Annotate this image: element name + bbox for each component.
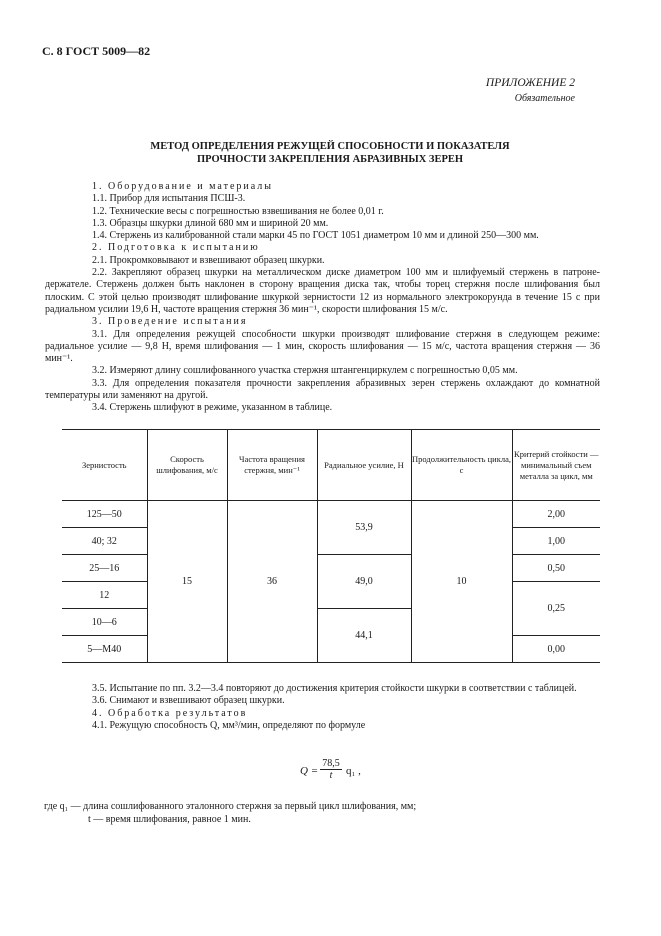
- paragraph: 1.1. Прибор для испытания ПСШ-3.: [92, 193, 246, 205]
- col-header-force: Радиальное усилие, Н: [317, 430, 411, 501]
- paragraph: 1. Оборудование и материалы: [92, 181, 273, 192]
- col-header-rotation: Частота вращения стержня, мин⁻¹: [227, 430, 317, 501]
- col-header-speed: Скорость шлифования, м/с: [147, 430, 227, 501]
- col-header-duration: Продолжительность цикла, с: [411, 430, 512, 501]
- appendix-label: [486, 76, 575, 106]
- formula-fraction: [320, 758, 342, 781]
- paragraph: 4. Обработка результатов: [92, 707, 248, 719]
- grit-cell: 25—16: [62, 555, 147, 582]
- grit-cell: 12: [62, 582, 147, 609]
- document-title: [60, 140, 600, 166]
- legend-line-1: где q₁ — длина сошлифованного эталонного стержня за первый цикл шлифования, мм;: [44, 801, 417, 812]
- paragraph: 2.2. Закрепляют образец шкурки на металлическом диске диаметром 100 мм и шлифуемый стержень в патроне-держателе. Стержень должен быть наклонен в сторону вращения диска так, чтобы торец стержня после шлифования был плоским. С этой целью производят шлифование шкуркой зернистости 12 из нормального электрокорунда в течение 15 с при радиальном усилии 19,6 Н, частоте вращения стержня 36 мин⁻¹, скорости шлифования 15 м/с.: [45, 267, 600, 315]
- title-line-2: ПРОЧНОСТИ ЗАКРЕПЛЕНИЯ АБРАЗИВНЫХ ЗЕРЕН: [196, 154, 464, 165]
- duration-cell: 10: [411, 501, 512, 663]
- test-mode-table: [62, 429, 600, 663]
- table-row: [62, 501, 600, 528]
- paragraph: 3.4. Стержень шлифуют в режиме, указанном в таблице.: [92, 402, 333, 414]
- formula-legend: [44, 801, 604, 826]
- formula-denominator: t: [329, 770, 333, 781]
- paragraph: 2.1. Прокромковывают и взвешивают образец шкурки.: [92, 254, 325, 266]
- criterion-cell: 0,25: [512, 582, 600, 636]
- formula-rhs: q₁ ,: [346, 765, 361, 777]
- after-table-text: [88, 683, 600, 732]
- appendix-title: ПРИЛОЖЕНИЕ 2: [485, 77, 575, 89]
- grit-cell: 40; 32: [62, 528, 147, 555]
- table-header-row: [62, 430, 600, 501]
- grit-cell: 10—6: [62, 609, 147, 636]
- col-header-criterion: Критерий стойкости — минимальный съем металла за цикл, мм: [512, 430, 600, 501]
- force-cell: 53,9: [317, 501, 411, 555]
- grit-cell: 125—50: [62, 501, 147, 528]
- paragraph: 4.1. Режущую способность Q, мм³/мин, определяют по формуле: [92, 719, 366, 731]
- force-cell: 49,0: [317, 555, 411, 609]
- criterion-cell: 0,00: [512, 636, 600, 663]
- legend-line-2: t — время шлифования, равное 1 мин.: [88, 813, 251, 825]
- criterion-cell: 1,00: [512, 528, 600, 555]
- force-cell: 44,1: [317, 609, 411, 663]
- paragraph: 3.6. Снимают и взвешивают образец шкурки.: [92, 695, 285, 707]
- title-line-1: МЕТОД ОПРЕДЕЛЕНИЯ РЕЖУЩЕЙ СПОСОБНОСТИ И ПОКАЗАТЕЛЯ: [150, 141, 510, 152]
- criterion-cell: 0,50: [512, 555, 600, 582]
- paragraph: 3.2. Измеряют длину сошлифованного участка стержня штангенциркулем с погрешностью 0,05 мм.: [92, 365, 518, 377]
- paragraph: 3.3. Для определения показателя прочности закрепления абразивных зерен стержень охлаждают до комнатной температуры или заменяют на другой.: [45, 377, 600, 402]
- criterion-cell: 2,00: [512, 501, 600, 528]
- formula-numerator: 78,5: [320, 758, 342, 770]
- paragraph: 3.5. Испытание по пп. 3.2—3.4 повторяют до достижения критерия стойкости шкурки в соответствии с таблицей.: [92, 683, 577, 694]
- formula-lhs: Q =: [300, 765, 319, 777]
- paragraph: 3. Проведение испытания: [92, 316, 248, 328]
- page-header: С. 8 ГОСТ 5009—82: [42, 44, 151, 58]
- grit-cell: 5—М40: [62, 636, 147, 663]
- col-header-grit: Зернистость: [62, 430, 147, 501]
- appendix-status: Обязательное: [514, 93, 575, 104]
- paragraph: 1.2. Технические весы с погрешностью взвешивания не более 0,01 г.: [92, 205, 384, 217]
- method-body: [45, 181, 600, 415]
- paragraph: 1.3. Образцы шкурки длиной 680 мм и шириной 20 мм.: [92, 217, 329, 229]
- table-row: [62, 555, 600, 582]
- rotation-cell: 36: [227, 501, 317, 663]
- paragraph: 1.4. Стержень из калиброванной стали марки 45 по ГОСТ 1051 диаметром 10 мм и длиной 250—300 мм.: [92, 230, 539, 242]
- paragraph: 3.1. Для определения режущей способности шкурки производят шлифование стержня в следующем режиме: радиальное усилие — 9,8 Н, время шлифования — 1 мин, скорость шлифования — 15 м/с, частота вращения стержня — 36 мин⁻¹.: [45, 328, 600, 365]
- speed-cell: 15: [147, 501, 227, 663]
- paragraph: 2. Подготовка к испытанию: [92, 242, 260, 254]
